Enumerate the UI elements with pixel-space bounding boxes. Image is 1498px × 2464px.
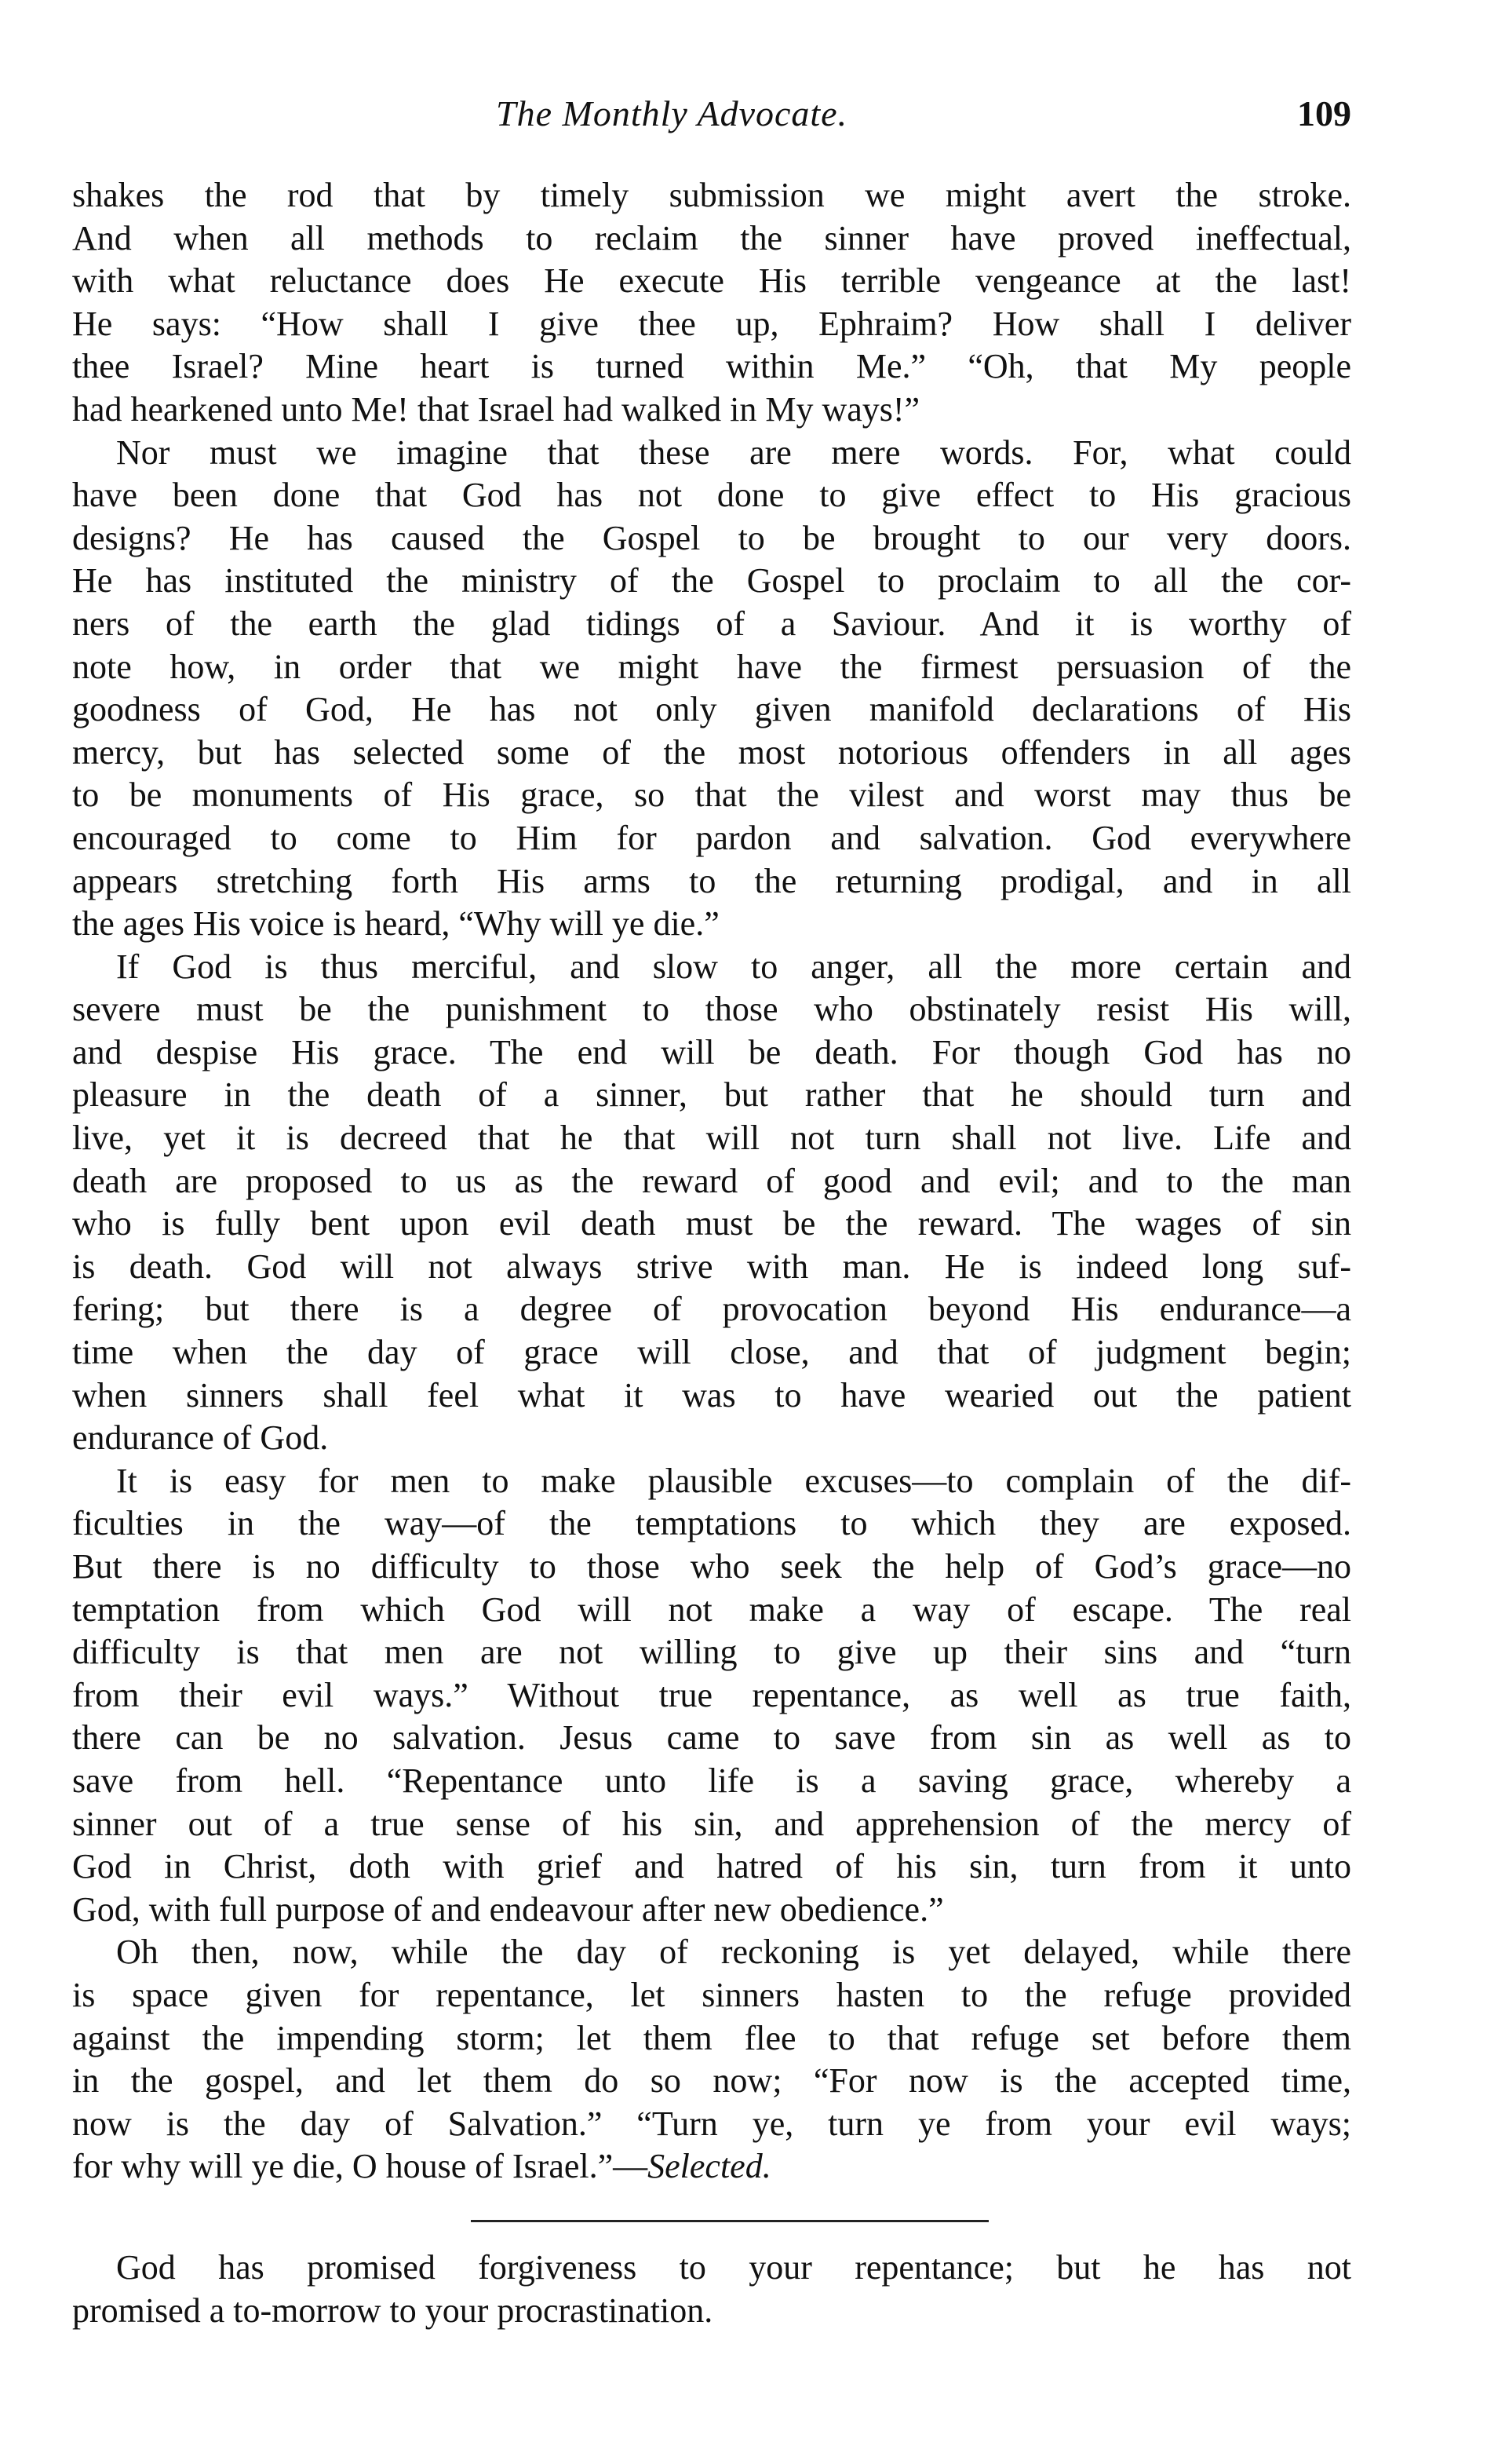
text-line: He has instituted the ministry of the Gospel to proclaim to all the cor- [72,561,1351,600]
text-line: God, with full purpose of and endeavour after new obedience.” [72,1889,944,1929]
text-line: ners of the earth the glad tidings of a Saviour. And it is worthy of [72,604,1351,643]
text-line: endurance of God. [72,1418,329,1458]
footer-quote [72,2247,1351,2332]
text-line: severe must be the punishment to those who obstinately resist His will, [72,990,1351,1029]
attribution: Selected. [647,2147,771,2186]
text-line: difficulty is that men are not willing to give up their sins and “turn [72,1633,1351,1672]
text-line: when sinners shall feel what it was to have wearied out the patient [72,1375,1351,1415]
text-line: encouraged to come to Him for pardon and salvation. God everywhere [72,818,1351,857]
text-line: with what reluctance does He execute His terrible vengeance at the last! [72,261,1351,301]
paragraph-start-line: Nor must we imagine that these are mere words. For, what could [116,433,1351,472]
text-line: God in Christ, doth with grief and hatred of his sin, turn from it unto [72,1847,1351,1886]
article-body [72,174,1351,2188]
text-line: pleasure in the death of a sinner, but rather that he should turn and [72,1075,1351,1115]
text-line: against the impending storm; let them flee to that refuge set before them [72,2018,1351,2057]
text-line: the ages His voice is heard, “Why will ye die.” [72,904,720,944]
section-divider [471,2220,989,2222]
running-head [72,93,1351,148]
paragraph-start-line: If God is thus merciful, and slow to anger, all the more certain and [116,947,1351,986]
text-line: He says: “How shall I give thee up, Ephraim? How shall I deliver [72,304,1351,343]
text-line: But there is no difficulty to those who seek the help of God’s grace—no [72,1547,1351,1586]
closing-text: for why will ye die, O house of Israel.”— [72,2147,648,2186]
text-line: live, yet it is decreed that he that will not turn shall not live. Life and [72,1119,1351,1158]
text-line: who is fully bent upon evil death must be the reward. The wages of sin [72,1204,1351,1243]
text-line: mercy, but has selected some of the most notorious offenders in all ages [72,732,1351,772]
text-line: temptation from which God will not make a way of escape. The real [72,1590,1351,1629]
text-line: to be monuments of His grace, so that the vilest and worst may thus be [72,776,1351,815]
text-line: note how, in order that we might have the firmest persuasion of the [72,647,1351,686]
text-line: have been done that God has not done to give effect to His gracious [72,476,1351,515]
text-line: appears stretching forth His arms to the returning prodigal, and in all [72,861,1351,900]
text-line: sinner out of a true sense of his sin, and apprehension of the mercy of [72,1804,1351,1843]
text-line: is space given for repentance, let sinners hasten to the refuge provided [72,1975,1351,2014]
text-line: time when the day of grace will close, and that of judgment begin; [72,1333,1351,1372]
paragraph-start-line: Oh then, now, while the day of reckoning is yet delayed, while there [116,1933,1351,1972]
text-line: and despise His grace. The end will be death. For though God has no [72,1032,1351,1071]
text-line: there can be no salvation. Jesus came to save from sin as well as to [72,1718,1351,1758]
text-line: designs? He has caused the Gospel to be brought to our very doors. [72,518,1351,557]
journal-title: The Monthly Advocate. [496,93,848,133]
paragraph-start-line: It is easy for men to make plausible excuses—to complain of the dif- [116,1461,1351,1500]
text-line: shakes the rod that by timely submission we might avert the stroke. [72,176,1351,214]
text-line: is death. God will not always strive with man. He is indeed long suf- [72,1247,1351,1286]
page-number: 109 [1297,93,1351,133]
closing-line [72,2145,1351,2188]
text-line: thee Israel? Mine heart is turned within Me.” “Oh, that My people [72,347,1351,386]
text-line: now is the day of Salvation.” “Turn ye, turn ye from your evil ways; [72,2104,1351,2143]
text-line: fering; but there is a degree of provocation beyond His endurance—a [72,1290,1351,1329]
text-line: death are proposed to us as the reward of good and evil; and to the man [72,1161,1351,1200]
text-line: had hearkened unto Me! that Israel had walked in My ways!” [72,389,920,429]
text-line: in the gospel, and let them do so now; “For now is the accepted time, [72,2061,1351,2101]
text-line: from their evil ways.” Without true repentance, as well as true faith, [72,1675,1351,1714]
quote-line: promised a to-morrow to your procrastination. [72,2291,713,2330]
text-line: And when all methods to reclaim the sinner have proved ineffectual, [72,218,1351,257]
text-line: ficulties in the way—of the temptations to which they are exposed. [72,1504,1351,1543]
text-line: save from hell. “Repentance unto life is a saving grace, whereby a [72,1761,1351,1800]
quote-line: God has promised forgiveness to your repentance; but he has not [116,2248,1351,2287]
text-line: goodness of God, He has not only given manifold declarations of His [72,690,1351,729]
